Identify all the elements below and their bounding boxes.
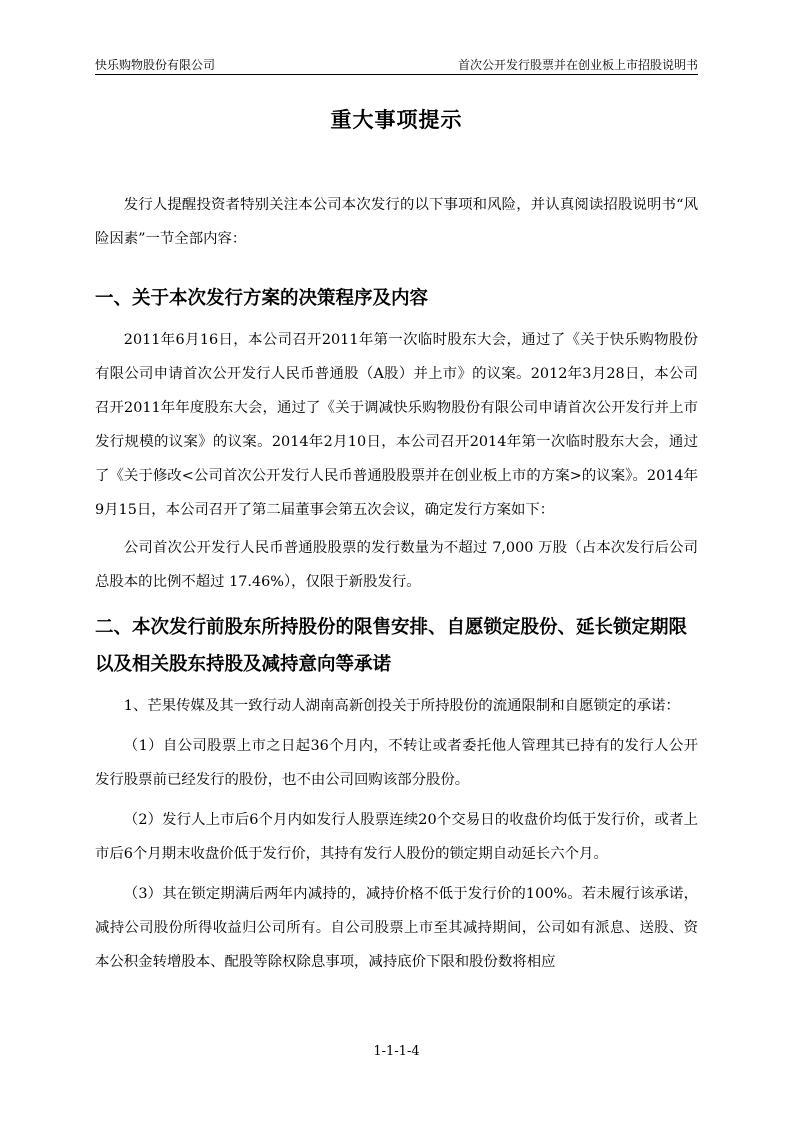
page-title: 重大事项提示	[330, 108, 463, 132]
section-1-paragraph-2: 公司首次公开发行人民币普通股股票的发行数量为不超过 7,000 万股（占本次发行后公司总股本的比例不超过 17.46%），仅限于新股发行。	[95, 540, 698, 590]
intro-paragraph: 发行人提醒投资者特别关注本公司本次发行的以下事项和风险，并认真阅读招股说明书“风险因素”一节全部内容：	[95, 197, 698, 247]
document-body	[95, 188, 698, 979]
page-number: 1-1-1-4	[373, 1044, 420, 1059]
section-2-item-2: （2）发行人上市后6个月内如发行人股票连续20个交易日的收盘价均低于发行价，或者上市后6个月期末收盘价低于发行价，其持有发行人股份的锁定期自动延长六个月。	[95, 812, 698, 862]
section-2-heading: 二、本次发行前股东所持股份的限售安排、自愿锁定股份、延长锁定期限以及相关股东持股及减持意向等承诺	[95, 617, 688, 675]
section-1-paragraph-1: 2011年6月16日，本公司召开2011年第一次临时股东大会，通过了《关于快乐购物股份有限公司申请首次公开发行人民币普通股（A股）并上市》的议案。2012年3月28日，本公司召开2011年年度股东大会，通过了《关于调减快乐购物股份有限公司申请首次公开发行并上市发行规模的议案》的议案。2014年2月10日，本公司召开2014年第一次临时股东大会，通过了《关于修改<公司首次公开发行人民币普通股股票并在创业板上市的方案>的议案》。2014年9月15日，本公司召开了第二届董事会第五次会议，确定发行方案如下：	[95, 332, 698, 518]
section-2-item-3: （3）其在锁定期满后两年内减持的，减持价格不低于发行价的100%。若未履行该承诺，减持公司股份所得收益归公司所有。自公司股票上市至其减持期间，公司如有派息、送股、资本公积金转增股本、配股等除权除息事项，减持底价下限和股份数将相应	[95, 886, 698, 970]
page-header	[95, 56, 698, 74]
section-2-paragraph-1: 1、芒果传媒及其一致行动人湖南高新创投关于所持股份的流通限制和自愿锁定的承诺：	[123, 698, 680, 714]
section-1-heading: 一、关于本次发行方案的决策程序及内容	[95, 288, 429, 309]
header-doc-title: 首次公开发行股票并在创业板上市招股说明书	[457, 58, 698, 72]
header-company: 快乐购物股份有限公司	[95, 58, 216, 72]
section-2-item-1: （1）自公司股票上市之日起36个月内，不转让或者委托他人管理其已持有的发行人公开发行股票前已经发行的股份，也不由公司回购该部分股份。	[95, 738, 698, 788]
header-divider	[95, 74, 698, 75]
